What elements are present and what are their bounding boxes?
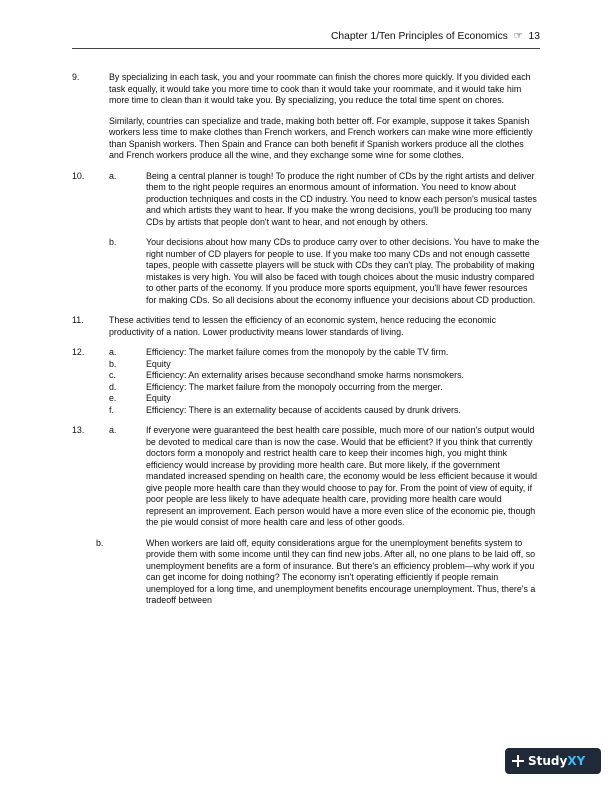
list-item xyxy=(109,359,540,371)
page-number: 13 xyxy=(528,31,540,42)
list-item xyxy=(109,370,540,382)
running-header xyxy=(331,30,540,42)
brand-name: Study xyxy=(528,754,568,768)
list-item xyxy=(109,405,540,417)
list-item xyxy=(109,347,540,359)
answer-number: 11. xyxy=(72,315,84,325)
answer-number: 13. xyxy=(72,425,85,435)
answer-11 xyxy=(72,315,540,338)
answer-9-paragraph-2: Similarly, countries can specialize and trade, making both better off. For example, suppose it takes Spanish workers less time to make clothes than French workers, and French workers can make wine more efficiently than Spanish workers. Then Spain and France can both benefit if Spanish workers produce all the clothes and French workers produce all the wine, and they exchange some wine for some clothes. xyxy=(109,115,533,160)
list-item-text: Equity xyxy=(146,393,171,403)
studyxy-watermark xyxy=(505,748,601,774)
pointing-hand-icon: ☞ xyxy=(510,31,526,42)
answer-13 xyxy=(72,425,540,607)
list-item-text: Efficiency: The market failure from the monopoly occurring from the merger. xyxy=(146,381,443,392)
list-item-text: Efficiency: The market failure comes from the monopoly by the cable TV firm. xyxy=(146,347,449,357)
answer-9 xyxy=(72,72,540,162)
sub-letter: e. xyxy=(109,393,117,403)
answer-13a xyxy=(109,425,540,529)
brand-suffix: XY xyxy=(567,754,586,768)
sub-letter: a. xyxy=(109,425,117,435)
answer-10a-text: Being a central planner is tough! To produce the right number of CDs by the right artists and deliver them to the right people requires an enormous amount of information. You need to know about production techniques and costs in the CD industry. You need to know each person's musical tastes and which artists they want to hear. If you make the wrong decisions, you'll be producing too many CDs by artists that people don't want to hear, and not enough by others. xyxy=(146,170,537,227)
plus-icon xyxy=(512,755,524,767)
list-item-text: Equity xyxy=(146,358,171,369)
sub-letter: a. xyxy=(109,170,117,181)
answer-number: 12. xyxy=(72,347,85,357)
answer-9-paragraph-1: By specializing in each task, you and your roommate can finish the chores more quickly. If you divided each task equally, it would take you more time to cook than it would take your roommate, and it would take him more time to clean than it would take you. By specializing, you reduce the total time spent on chores. xyxy=(109,72,531,105)
answer-number: 10. xyxy=(72,170,85,181)
answer-13b xyxy=(96,538,540,607)
answer-number: 9. xyxy=(72,72,80,82)
answer-10b xyxy=(109,237,540,306)
list-item-text: Efficiency: There is an externality because of accidents caused by drunk drivers. xyxy=(146,404,461,415)
sub-letter: c. xyxy=(109,370,116,380)
answer-10a xyxy=(109,171,540,229)
sub-letter: b. xyxy=(96,537,104,548)
sub-letter: a. xyxy=(109,347,117,357)
answer-12-list xyxy=(109,347,540,416)
answer-12 xyxy=(72,347,540,416)
answer-10 xyxy=(72,171,540,307)
header-divider xyxy=(72,48,540,49)
answer-11-text: These activities tend to lessen the efficiency of an economic system, hence reducing the economic productivity of a nation. Lower productivity means lower standards of living. xyxy=(109,315,497,337)
list-item xyxy=(109,382,540,394)
chapter-title: Chapter 1/Ten Principles of Economics xyxy=(330,31,508,42)
sub-letter: b. xyxy=(109,237,117,247)
sub-letter: b. xyxy=(109,358,117,369)
answer-content xyxy=(72,72,540,616)
sub-letter: d. xyxy=(109,381,117,392)
list-item-text: Efficiency: An externality arises because secondhand smoke harms nonsmokers. xyxy=(146,370,465,380)
answer-13a-text: If everyone were guaranteed the best health care possible, much more of our nation's output would be devoted to medical care than is now the case. Would that be efficient? If you think that currently doctors form a monopoly and restrict health care to keep their incomes high, you might think efficiency would increase by providing more health care. But more likely, if the government mandated increased spending on health care, the economy would be less efficient because it would give people more health care than they would choose to pay for. From the point of view of equity, if poor people are less likely to have adequate health care, providing more health care would represent an improvement. Each person would have a more even slice of the economic pie, though the pie would consist of more health care and less of other goods. xyxy=(146,425,538,527)
sub-letter: f. xyxy=(109,404,114,415)
list-item xyxy=(109,393,540,405)
answer-10b-text: Your decisions about how many CDs to produce carry over to other decisions. You have to make the right number of CD players for people to use. If you make too many CDs and not enough cassette tapes, people with cassette players will be stuck with CDs they can't play. The probability of making mistakes is very high. You will also be faced with tough choices about the music industry compared to other parts of the economy. If you produce more sports equipment, you'll have fewer resources for making CDs. So all decisions about the economy influence your decisions about CD production. xyxy=(146,237,540,305)
answer-13b-text: When workers are laid off, equity considerations argue for the unemployment benefits system to provide them with some income until they can find new jobs. After all, no one plans to be laid off, so unemployment benefits are a form of insurance. But there's an efficiency problem—why work if you can get income for doing nothing? The economy isn't operating efficiently if people remain unemployed for a long time, and unemployment benefits encourage unemployment. Thus, there's a tradeoff between xyxy=(146,537,536,605)
page-header xyxy=(0,30,612,44)
